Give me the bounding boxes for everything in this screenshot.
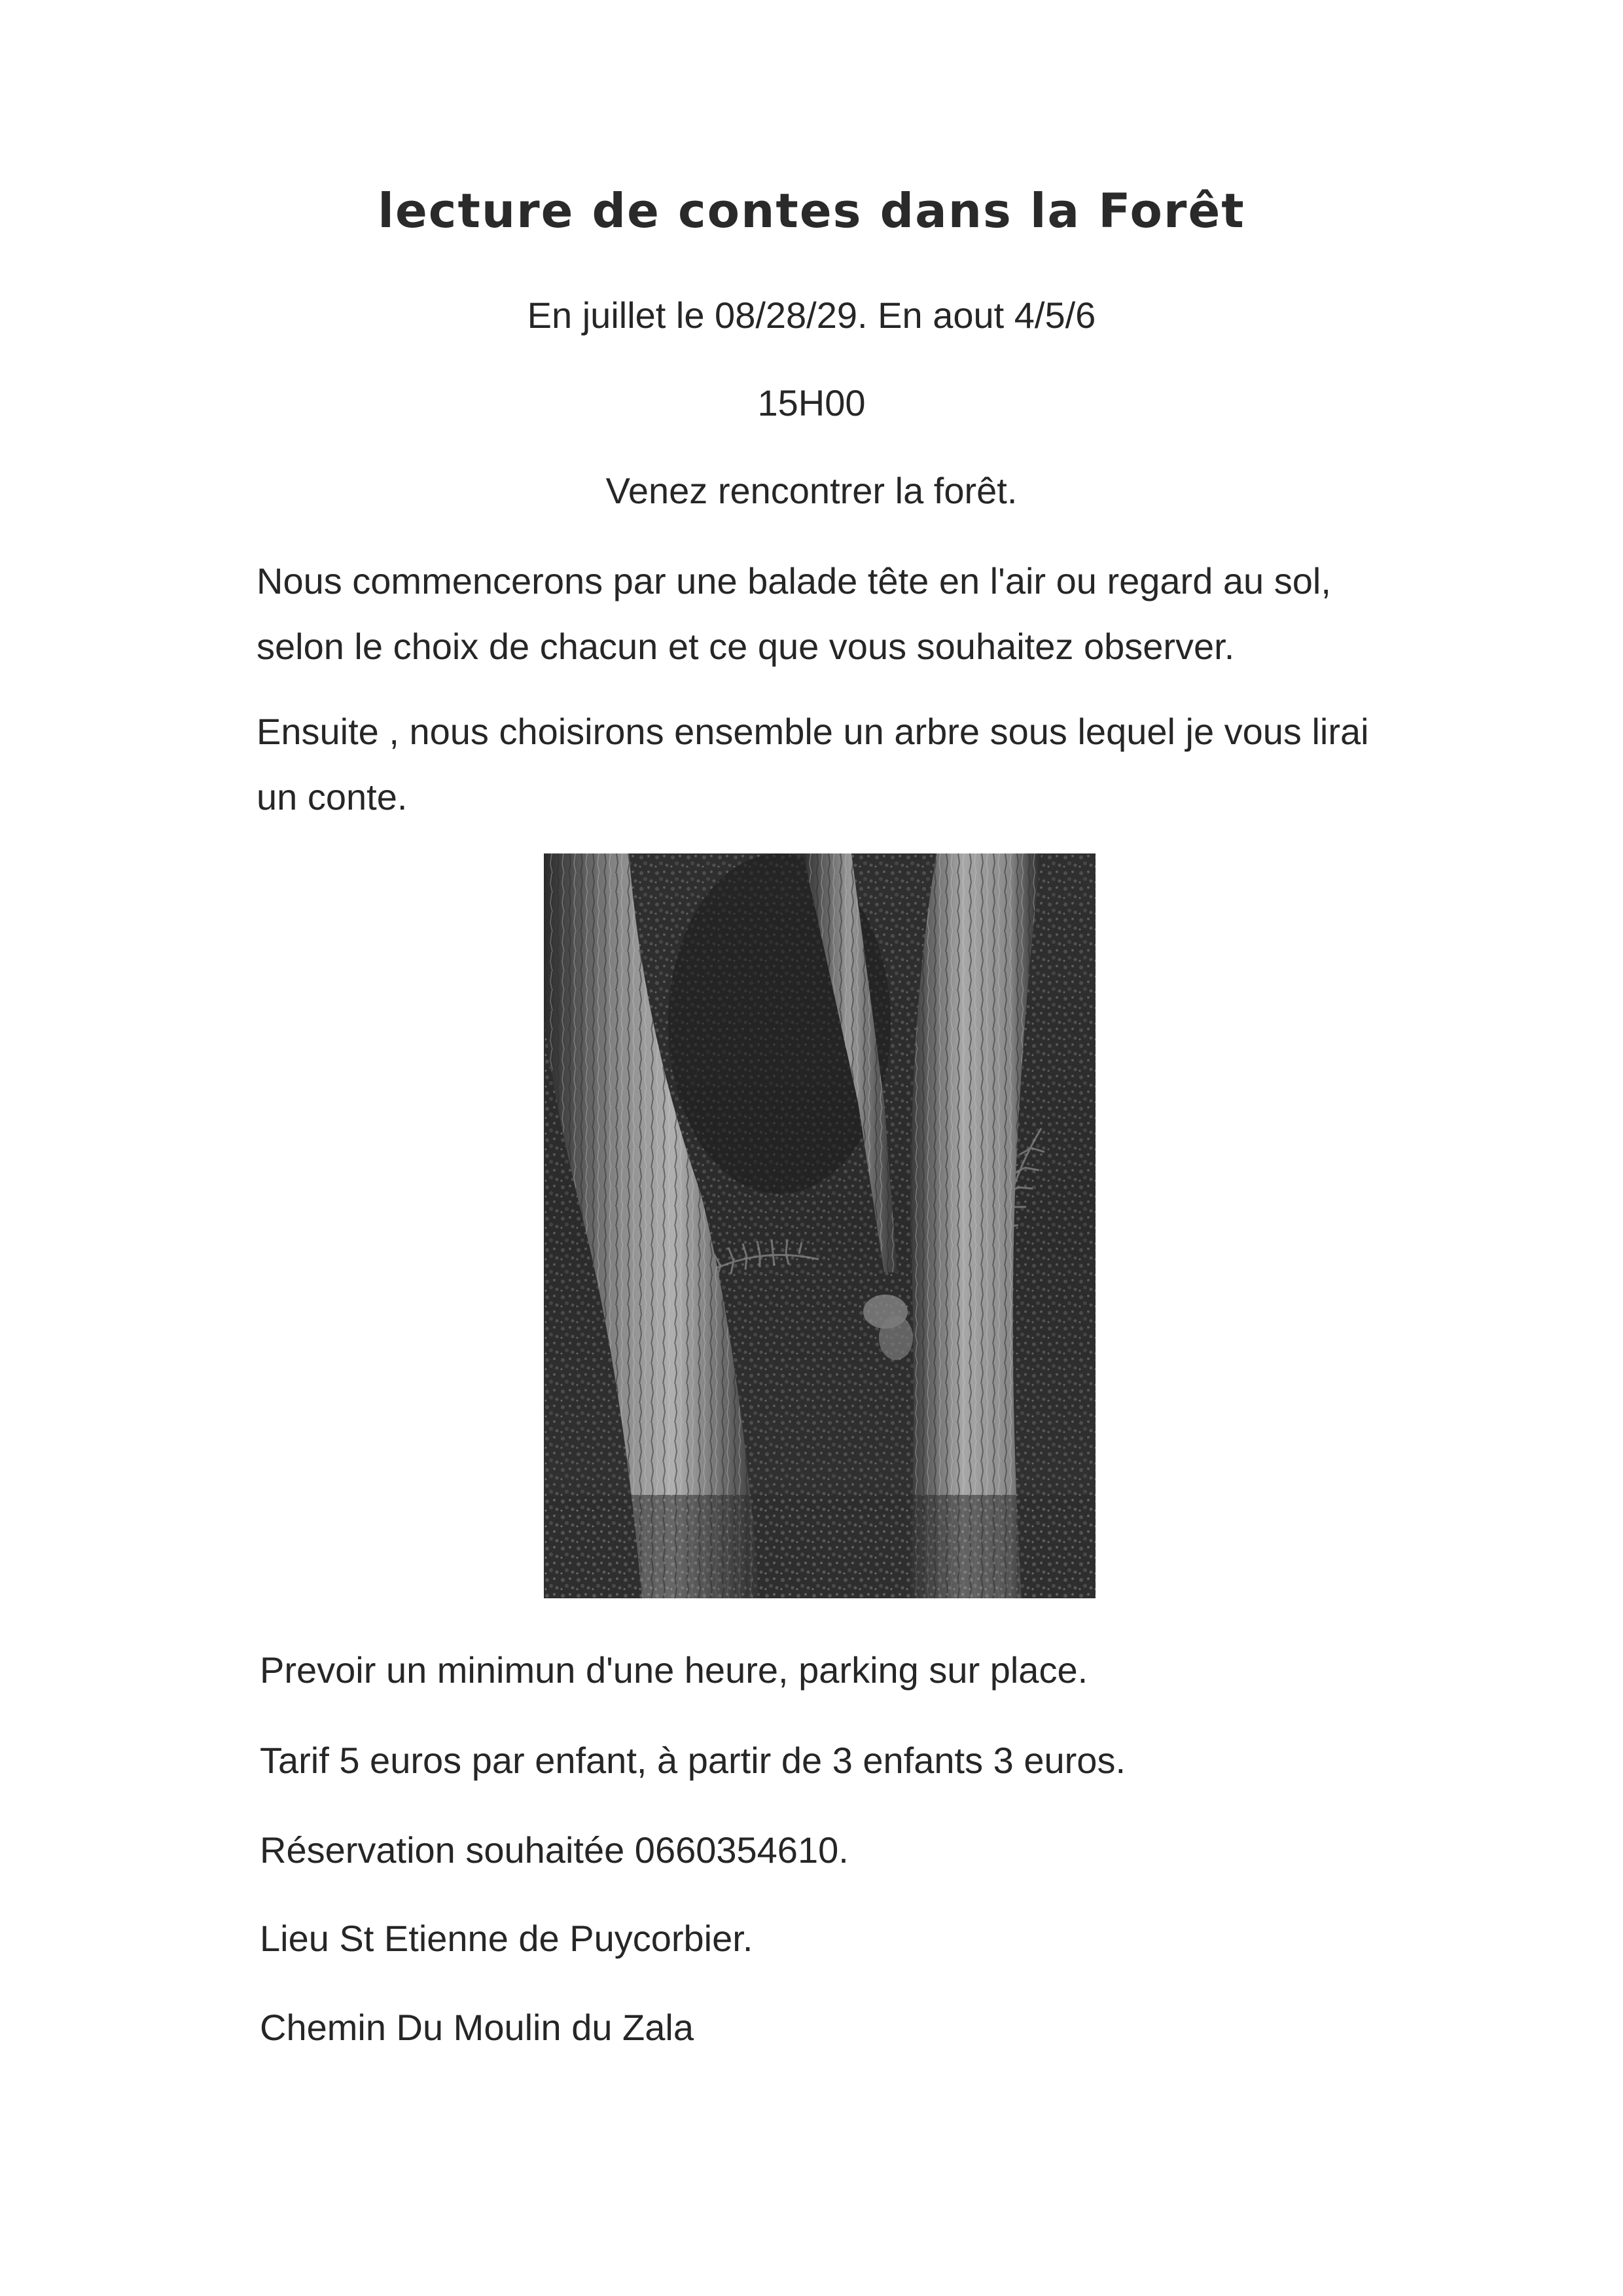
invitation-text: Venez rencontrer la forêt. [605, 470, 1018, 511]
flyer-title: lecture de contes dans la Forêt [378, 183, 1245, 238]
road-info: Chemin Du Moulin du Zala [260, 2007, 694, 2048]
event-time: 15H00 [757, 382, 866, 423]
event-dates: En juillet le 08/28/29. En aout 4/5/6 [527, 295, 1096, 336]
duration-parking-info: Prevoir un minimun d'une heure, parking sur place. [260, 1649, 1088, 1691]
reservation-info: Réservation souhaitée 0660354610. [260, 1829, 849, 1871]
place-info: Lieu St Etienne de Puycorbier. [260, 1918, 753, 1959]
price-info: Tarif 5 euros par enfant, à partir de 3 enfants 3 euros. [260, 1740, 1126, 1781]
forest-photo [544, 853, 1096, 1598]
story-description: Ensuite , nous choisirons ensemble un arbre sous lequel je vous lirai un conte. [257, 711, 1369, 817]
walk-description: Nous commencerons par une balade tête en l'air ou regard au sol, selon le choix de chacun et ce que vous souhaitez observer. [257, 560, 1331, 667]
